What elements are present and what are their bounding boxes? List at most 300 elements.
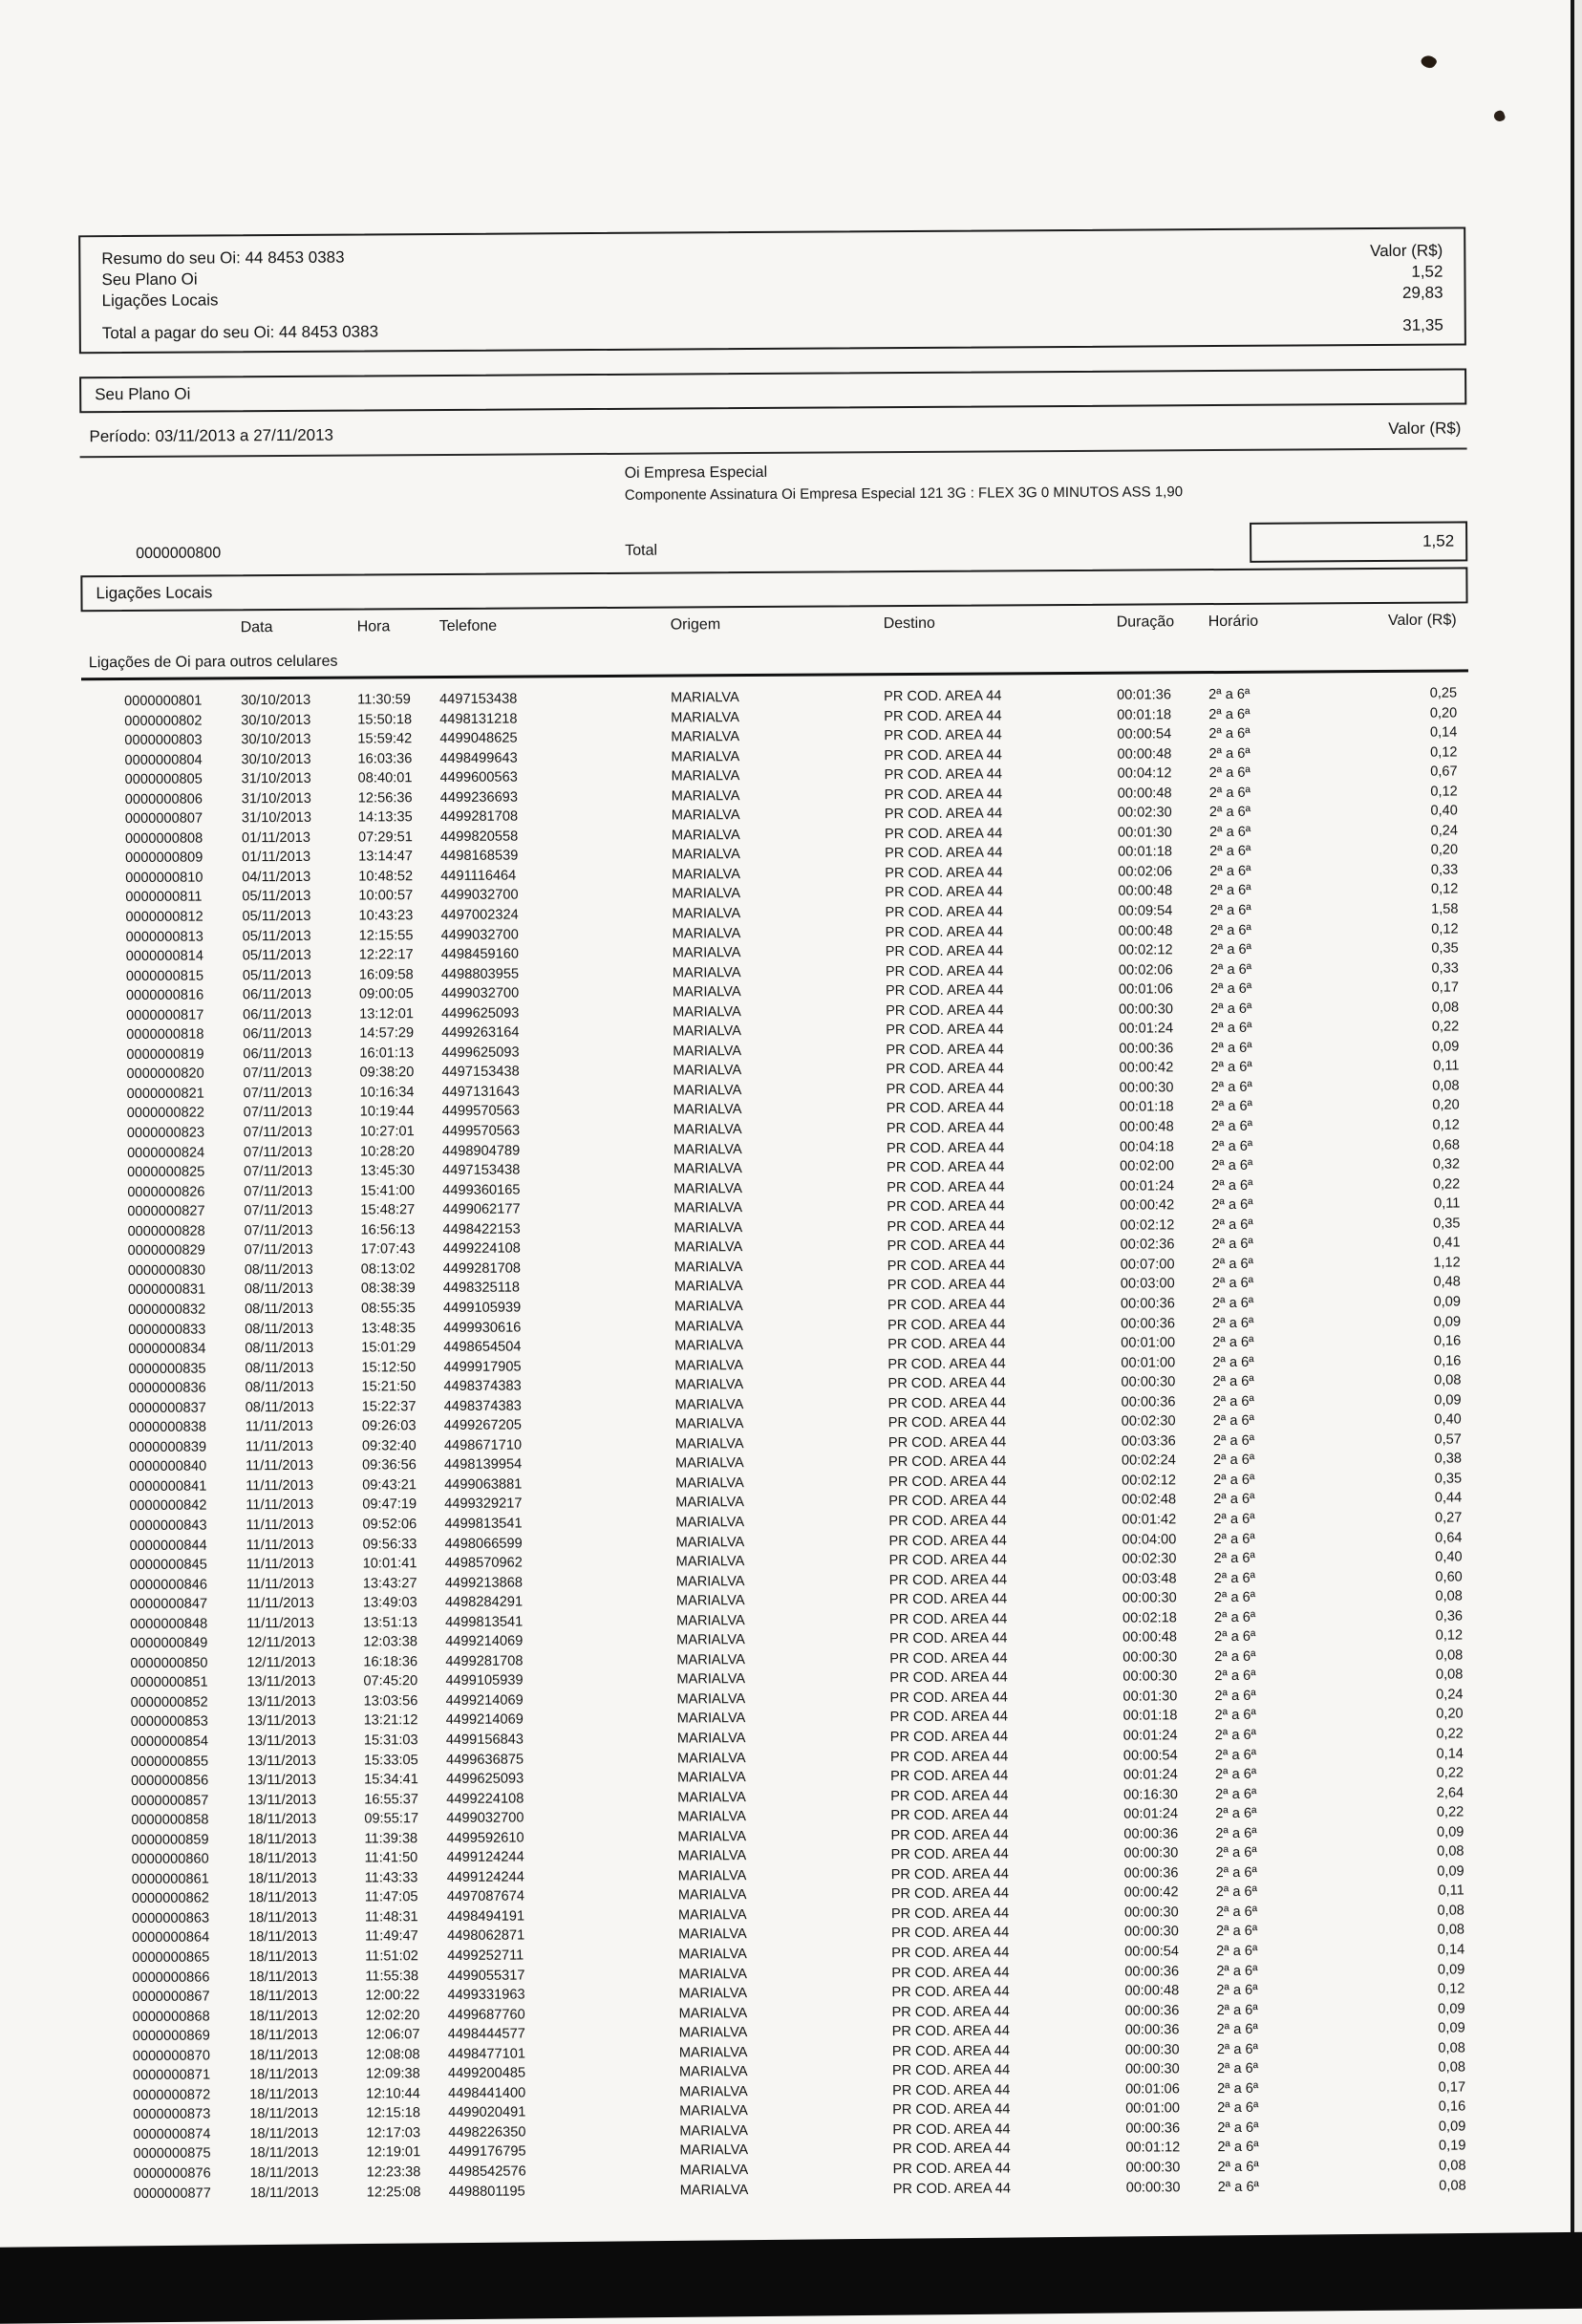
call-destination: PR COD. AREA 44 [890,1846,1009,1863]
call-origin: MARIALVA [673,1180,742,1197]
call-schedule: 2ª a 6ª [1209,902,1251,919]
call-time: 13:14:47 [358,849,414,865]
call-duration: 00:01:24 [1122,1728,1178,1744]
call-value: 0,12 [1437,1981,1465,1997]
call-date: 13/11/2013 [246,1674,316,1690]
call-schedule: 2ª a 6ª [1208,805,1251,821]
call-phone: 4499214069 [445,1633,524,1650]
call-origin: MARIALVA [673,1023,741,1040]
call-duration: 00:02:30 [1117,805,1172,821]
call-value: 0,20 [1430,842,1459,859]
call-schedule: 2ª a 6ª [1210,1079,1252,1096]
call-time: 16:01:13 [359,1045,415,1062]
call-id: 0000000807 [124,810,203,828]
call-origin: MARIALVA [674,1455,744,1472]
call-schedule: 2ª a 6ª [1208,765,1251,782]
call-date: 11/11/2013 [245,1419,313,1435]
call-phone: 4499224108 [446,1791,524,1807]
call-value: 0,09 [1431,1039,1460,1055]
call-id: 0000000870 [132,2048,211,2064]
call-date: 07/11/2013 [244,1203,313,1219]
summary-total-label: Total a pagar do seu Oi: 44 8453 0383 [101,322,379,343]
call-duration: 00:03:00 [1120,1276,1175,1293]
call-origin: MARIALVA [678,2005,748,2022]
call-duration: 00:01:24 [1123,1806,1179,1822]
call-duration: 00:01:18 [1122,1708,1178,1725]
call-destination: PR COD. AREA 44 [885,943,1004,960]
call-destination: PR COD. AREA 44 [886,1081,1004,1098]
call-value: 0,22 [1431,1019,1460,1035]
call-origin: MARIALVA [677,1926,747,1943]
call-id: 0000000868 [132,2009,210,2025]
call-time: 10:48:52 [358,869,414,885]
call-value: 0,40 [1434,1411,1462,1428]
period-rule [80,447,1467,458]
call-duration: 00:02:30 [1121,1413,1176,1430]
call-origin: MARIALVA [677,1789,746,1806]
call-id: 0000000837 [128,1400,206,1416]
call-time: 10:16:34 [359,1085,415,1101]
call-value: 0,20 [1436,1706,1464,1723]
call-duration: 00:00:48 [1124,1983,1180,1999]
call-destination: PR COD. AREA 44 [888,1474,1007,1491]
call-destination: PR COD. AREA 44 [887,1375,1006,1392]
call-destination: PR COD. AREA 44 [885,845,1003,862]
call-time: 12:23:38 [366,2164,421,2181]
call-phone: 4491116464 [440,868,517,884]
call-phone: 4498226350 [448,2124,526,2141]
call-time: 15:01:29 [361,1340,417,1356]
call-time: 12:56:36 [357,789,413,807]
call-date: 05/11/2013 [242,928,311,944]
call-destination: PR COD. AREA 44 [884,786,1003,803]
call-time: 13:43:27 [362,1575,417,1592]
call-destination: PR COD. AREA 44 [888,1532,1007,1549]
call-destination: PR COD. AREA 44 [886,1042,1004,1059]
call-schedule: 2ª a 6ª [1215,1884,1258,1901]
call-time: 11:39:38 [364,1830,418,1847]
call-schedule: 2ª a 6ª [1214,1766,1257,1783]
call-phone: 4499360165 [442,1182,521,1198]
call-value: 0,11 [1438,1883,1464,1900]
call-date: 04/11/2013 [242,869,311,886]
call-destination: PR COD. AREA 44 [885,884,1003,901]
call-schedule: 2ª a 6ª [1212,1315,1254,1331]
call-duration: 00:00:54 [1122,1747,1178,1764]
call-phone: 4499124244 [446,1869,524,1885]
call-schedule: 2ª a 6ª [1212,1354,1254,1370]
call-date: 06/11/2013 [242,987,312,1003]
call-schedule: 2ª a 6ª [1214,1688,1256,1704]
call-phone: 4498444577 [447,2026,525,2043]
call-destination: PR COD. AREA 44 [890,1866,1010,1883]
call-phone: 4499214069 [445,1711,524,1729]
call-id: 0000000802 [124,713,203,729]
call-phone: 4498131218 [439,711,518,727]
call-origin: MARIALVA [675,1593,745,1609]
call-id: 0000000866 [132,1969,210,1986]
call-origin: MARIALVA [677,1848,747,1864]
call-duration: 00:00:42 [1120,1197,1175,1214]
scan-edge-right [1571,0,1574,2267]
call-origin: MARIALVA [678,1986,748,2002]
call-time: 07:45:20 [363,1673,418,1689]
call-value: 0,20 [1429,705,1458,721]
call-origin: MARIALVA [673,1200,743,1216]
call-time: 12:15:55 [358,927,414,944]
call-schedule: 2ª a 6ª [1208,725,1251,742]
call-origin: MARIALVA [678,2044,748,2061]
call-destination: PR COD. AREA 44 [884,766,1002,784]
call-duration: 00:01:24 [1122,1767,1178,1783]
call-value: 0,33 [1430,862,1459,878]
call-origin: MARIALVA [671,807,740,824]
call-time: 13:48:35 [361,1320,417,1337]
call-time: 10:43:23 [358,908,414,924]
call-phone: 4498374383 [443,1378,522,1395]
call-origin: MARIALVA [675,1515,745,1531]
call-schedule: 2ª a 6ª [1215,1825,1257,1841]
call-origin: MARIALVA [671,690,739,706]
call-origin: MARIALVA [674,1338,743,1354]
call-duration: 00:01:06 [1118,981,1173,998]
call-time: 12:19:01 [366,2144,421,2161]
call-origin: MARIALVA [676,1750,746,1767]
call-value: 0,12 [1435,1627,1464,1644]
call-phone: 4499156843 [445,1732,524,1748]
call-origin: MARIALVA [671,768,740,785]
call-id: 0000000873 [133,2106,211,2123]
call-date: 08/11/2013 [244,1301,314,1318]
col-header-data: Data [240,619,273,636]
call-duration: 00:07:00 [1120,1257,1175,1273]
call-time: 12:00:22 [365,1988,420,2004]
call-schedule: 2ª a 6ª [1208,824,1251,840]
call-time: 11:55:38 [365,1968,419,1985]
call-date: 07/11/2013 [243,1105,312,1121]
call-phone: 4499213868 [444,1575,524,1591]
call-value: 0,09 [1434,1392,1462,1409]
call-schedule: 2ª a 6ª [1217,2140,1259,2156]
call-date: 18/11/2013 [248,2067,318,2083]
call-id: 0000000846 [129,1577,208,1593]
summary-line-value: 1,52 [1411,262,1443,281]
call-value: 0,12 [1430,784,1458,800]
call-schedule: 2ª a 6ª [1216,2021,1258,2038]
call-schedule: 2ª a 6ª [1211,1256,1254,1272]
call-origin: MARIALVA [676,1711,746,1727]
call-schedule: 2ª a 6ª [1209,863,1251,880]
call-duration: 00:00:54 [1124,1944,1180,1960]
call-time: 12:17:03 [366,2125,421,2141]
call-schedule: 2ª a 6ª [1212,1334,1254,1351]
call-date: 18/11/2013 [247,1909,317,1926]
call-duration: 00:02:06 [1118,961,1173,979]
call-destination: PR COD. AREA 44 [884,688,1002,705]
call-origin: MARIALVA [675,1612,745,1629]
call-value: 0,09 [1438,2001,1465,2017]
call-phone: 4498422153 [442,1221,521,1237]
call-destination: PR COD. AREA 44 [886,1002,1004,1019]
col-header-duracao: Duração [1116,613,1175,631]
call-time: 14:57:29 [359,1025,415,1042]
call-value: 0,17 [1431,979,1460,996]
call-schedule: 2ª a 6ª [1217,2159,1259,2176]
call-destination: PR COD. AREA 44 [887,1336,1006,1353]
call-date: 11/11/2013 [246,1556,314,1573]
call-duration: 00:01:42 [1122,1512,1177,1528]
call-time: 10:28:20 [359,1143,415,1160]
call-duration: 00:00:30 [1122,1649,1178,1666]
call-time: 09:56:33 [362,1536,417,1553]
call-schedule: 2ª a 6ª [1213,1511,1255,1528]
call-value: 0,57 [1434,1431,1462,1448]
call-time: 16:18:36 [363,1653,418,1670]
call-value: 0,17 [1438,2079,1466,2096]
call-phone: 4498494191 [446,1908,525,1925]
call-schedule: 2ª a 6ª [1214,1629,1256,1646]
call-origin: MARIALVA [674,1357,744,1374]
call-date: 18/11/2013 [249,2106,319,2122]
call-duration: 00:02:00 [1120,1158,1175,1174]
call-duration: 00:01:00 [1121,1354,1176,1371]
call-origin: MARIALVA [672,925,741,942]
call-phone: 4497087674 [446,1888,525,1905]
summary-box [78,226,1466,354]
call-origin: MARIALVA [673,1259,743,1276]
call-schedule: 2ª a 6ª [1215,1786,1257,1802]
call-id: 0000000817 [126,1007,204,1023]
call-destination: PR COD. AREA 44 [891,1945,1010,1962]
call-time: 12:06:07 [365,2027,420,2043]
call-duration: 00:00:36 [1121,1394,1176,1410]
call-value: 0,08 [1434,1372,1462,1388]
call-duration: 00:01:12 [1125,2140,1181,2157]
call-destination: PR COD. AREA 44 [891,2004,1010,2020]
call-destination: PR COD. AREA 44 [892,2101,1011,2119]
call-phone: 4498284291 [444,1594,524,1611]
call-date: 18/11/2013 [249,2184,319,2201]
call-value: 0,64 [1435,1530,1463,1546]
call-schedule: 2ª a 6ª [1209,981,1252,998]
call-origin: MARIALVA [676,1651,745,1668]
call-origin: MARIALVA [673,1063,742,1079]
call-schedule: 2ª a 6ª [1210,1021,1252,1037]
call-date: 18/11/2013 [249,2125,319,2142]
call-id: 0000000863 [131,1910,210,1926]
call-schedule: 2ª a 6ª [1210,1060,1252,1076]
call-schedule: 2ª a 6ª [1213,1609,1256,1625]
call-value: 0,35 [1433,1216,1461,1232]
call-origin: MARIALVA [677,1828,747,1845]
call-phone: 4499813541 [444,1516,523,1532]
call-phone: 4499200485 [447,2065,526,2082]
call-value: 1,58 [1431,901,1459,917]
call-date: 30/10/2013 [241,712,311,728]
call-value: 0,41 [1433,1235,1461,1251]
call-value: 0,38 [1434,1451,1463,1467]
call-destination: PR COD. AREA 44 [889,1689,1008,1707]
call-time: 08:55:35 [360,1301,416,1317]
call-duration: 00:01:06 [1124,2081,1180,2098]
plan-item-id: 0000000800 [136,545,222,562]
call-schedule: 2ª a 6ª [1212,1393,1254,1409]
call-phone: 4499600563 [439,769,518,786]
call-value: 0,09 [1433,1294,1462,1310]
call-time: 08:40:01 [357,770,413,786]
call-date: 11/11/2013 [246,1477,314,1495]
call-id: 0000000815 [125,968,204,984]
call-value: 0,40 [1435,1549,1463,1565]
call-time: 13:49:03 [362,1595,417,1611]
call-duration: 00:00:36 [1121,1315,1176,1332]
call-destination: PR COD. AREA 44 [885,963,1004,979]
call-id: 0000000840 [128,1458,207,1475]
call-duration: 00:04:18 [1119,1138,1174,1155]
call-id: 0000000869 [132,2028,210,2045]
call-phone: 4498671710 [443,1437,523,1453]
call-origin: MARIALVA [673,1003,741,1021]
plan-component: Componente Assinatura Oi Empresa Especial 121 3G : FLEX 3G 0 MINUTOS ASS 1,90 [624,484,1184,504]
call-origin: MARIALVA [679,2142,749,2159]
call-id: 0000000828 [127,1223,205,1239]
call-value: 0,44 [1434,1490,1463,1507]
call-destination: PR COD. AREA 44 [888,1611,1008,1627]
call-destination: PR COD. AREA 44 [887,1395,1006,1411]
call-duration: 00:01:36 [1117,687,1171,703]
call-duration: 00:00:30 [1122,1668,1178,1686]
call-date: 06/11/2013 [243,1006,312,1023]
call-duration: 00:01:24 [1120,1177,1175,1194]
call-origin: MARIALVA [678,2064,748,2080]
call-origin: MARIALVA [672,984,741,1001]
call-id: 0000000808 [124,830,203,847]
call-schedule: 2ª a 6ª [1208,706,1251,722]
call-value: 0,08 [1437,1843,1464,1860]
call-origin: MARIALVA [672,867,740,883]
call-destination: PR COD. AREA 44 [885,865,1003,882]
call-value: 0,16 [1433,1353,1462,1369]
call-id: 0000000803 [124,732,203,749]
call-id: 0000000824 [126,1145,205,1161]
call-duration: 00:00:36 [1123,1865,1179,1882]
call-id: 0000000821 [126,1086,204,1102]
call-id: 0000000842 [129,1497,207,1515]
call-date: 05/11/2013 [242,889,311,905]
call-duration: 00:02:48 [1122,1492,1177,1509]
call-schedule: 2ª a 6ª [1212,1413,1255,1430]
call-value: 0,14 [1429,724,1458,741]
call-origin: MARIALVA [674,1377,744,1393]
call-value: 0,08 [1437,1903,1464,1919]
call-id: 0000000836 [128,1380,206,1397]
call-date: 18/11/2013 [249,2086,319,2103]
call-date: 12/11/2013 [246,1654,316,1671]
call-value: 0,09 [1438,2119,1466,2135]
call-value: 0,22 [1432,1176,1461,1193]
call-value: 0,09 [1438,2020,1465,2036]
call-schedule: 2ª a 6ª [1217,2179,1259,2195]
call-time: 09:38:20 [359,1065,415,1081]
call-destination: PR COD. AREA 44 [885,982,1004,1000]
call-value: 0,16 [1433,1333,1462,1349]
call-date: 30/10/2013 [241,751,311,767]
call-value: 0,68 [1432,1137,1461,1153]
call-duration: 00:01:18 [1119,1099,1174,1116]
call-destination: PR COD. AREA 44 [886,1120,1005,1137]
call-destination: PR COD. AREA 44 [892,2180,1012,2197]
call-time: 12:25:08 [366,2184,421,2201]
call-phone: 4498374383 [443,1398,522,1414]
col-header-destino: Destino [883,614,935,633]
call-duration: 00:02:24 [1121,1452,1176,1469]
plan-total-box [1250,521,1467,562]
call-destination: PR COD. AREA 44 [891,2043,1011,2059]
call-id: 0000000811 [125,890,203,906]
call-date: 05/11/2013 [242,947,311,964]
call-schedule: 2ª a 6ª [1208,745,1251,762]
call-origin: MARIALVA [678,1966,747,1983]
call-schedule: 2ª a 6ª [1212,1373,1254,1390]
call-duration: 00:00:42 [1123,1884,1179,1902]
call-id: 0000000855 [130,1754,209,1770]
call-time: 15:31:03 [363,1732,418,1749]
call-phone: 4499592610 [446,1830,524,1846]
call-phone: 4499055317 [447,1968,525,1984]
call-id: 0000000823 [126,1125,205,1142]
call-date: 06/11/2013 [243,1045,312,1063]
col-header-origem: Origem [670,616,721,634]
call-time: 15:34:41 [364,1772,418,1788]
call-schedule: 2ª a 6ª [1212,1432,1255,1449]
call-phone: 4499032700 [440,985,520,1002]
call-time: 11:30:59 [357,692,411,708]
call-schedule: 2ª a 6ª [1213,1531,1255,1547]
call-duration: 00:00:30 [1123,1924,1179,1941]
call-value: 0,16 [1438,2098,1466,2116]
call-date: 11/11/2013 [245,1458,313,1474]
call-destination: PR COD. AREA 44 [888,1591,1008,1608]
call-duration: 00:01:24 [1119,1021,1174,1037]
plan-total-label: Total [625,542,658,559]
call-phone: 4498441400 [448,2085,526,2101]
call-origin: MARIALVA [678,1947,747,1963]
call-phone: 4499281708 [439,808,519,826]
call-duration: 00:00:48 [1119,1119,1174,1135]
call-id: 0000000806 [124,791,203,807]
call-phone: 4499687760 [447,2007,525,2023]
call-phone: 4499281708 [445,1653,524,1669]
call-destination: PR COD. AREA 44 [885,923,1003,940]
call-duration: 00:02:36 [1120,1237,1175,1253]
call-value: 0,08 [1437,1922,1465,1939]
call-date: 18/11/2013 [248,2008,318,2024]
call-schedule: 2ª a 6ª [1209,941,1252,958]
call-phone: 4497153438 [439,691,518,708]
call-origin: MARIALVA [671,827,740,844]
call-id: 0000000835 [128,1361,206,1377]
call-schedule: 2ª a 6ª [1209,922,1251,938]
call-date: 18/11/2013 [247,1851,317,1867]
call-origin: MARIALVA [676,1671,746,1688]
call-duration: 00:02:12 [1122,1473,1177,1489]
call-phone: 4498499643 [439,750,518,766]
call-phone: 4498062871 [447,1927,525,1945]
call-duration: 00:03:48 [1122,1570,1177,1587]
call-value: 0,67 [1430,764,1458,780]
call-id: 0000000874 [133,2126,211,2142]
call-duration: 00:00:30 [1122,1590,1177,1606]
